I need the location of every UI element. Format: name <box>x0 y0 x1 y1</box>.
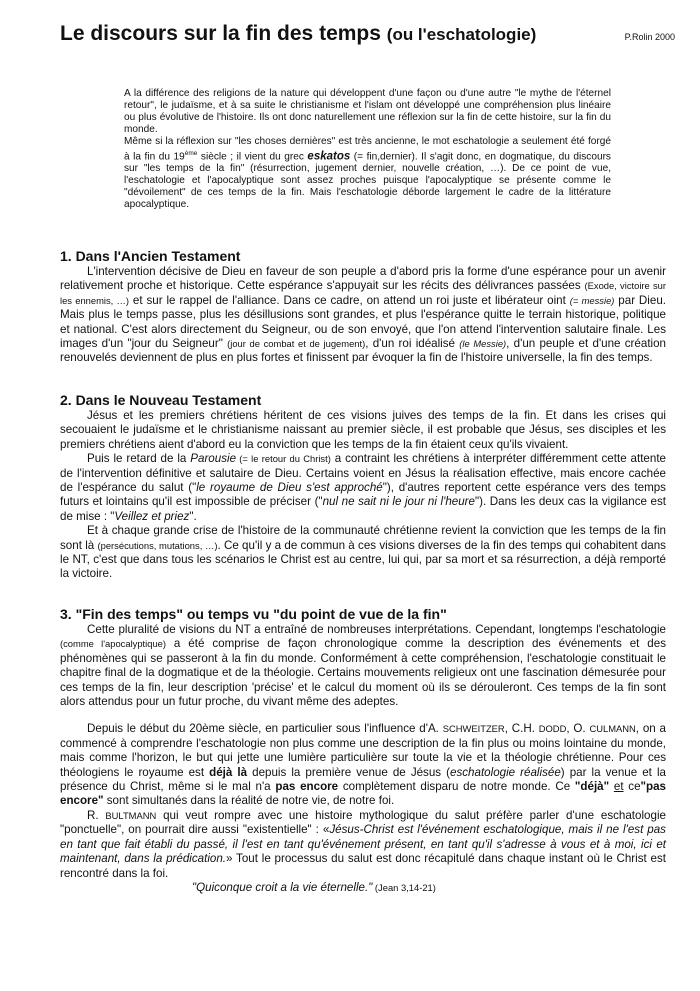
text-span: ce <box>623 780 641 794</box>
text-span: » Tout le processus du salut est donc récapitulé dans chaque instant où le Christ est rencontré dans la foi. <box>60 852 666 880</box>
text-span: a contraint les chrétiens à interpréter différemment cette attente de l'intervention définitive et salutaire de Dieu. Certains voient en Jésus la réalisation effective, mais encore cachée de l'espérance du salut (" <box>60 452 666 495</box>
author-credit: P.Rolin 2000 <box>624 32 675 42</box>
page-subtitle: (ou l'eschatologie) <box>386 25 537 44</box>
underlined-word: et <box>613 780 624 794</box>
greek-term: eskatos <box>307 150 351 163</box>
quotation: nul ne sait ni le jour ni l'heure <box>322 495 475 509</box>
text-span: et sur le rappel de l'alliance. Dans ce cadre, on attend un roi juste et libérateur oint <box>129 293 570 307</box>
text-span: par Dieu. Mais plus le temps passe, plus les désillusions sont grandes, et plus l'espérance quitte le terrain historique, politique et national. C'est alors directement du Seigneur, ou de son envoyé, que l'on attend l'intervention salutaire finale. Les images d'un "jour du Seigneur" <box>60 293 667 351</box>
aside-text: (= messie) <box>569 294 615 306</box>
text-span: siècle ; il vient du grec <box>197 151 308 163</box>
author-name: SCHWEITZER <box>442 723 505 735</box>
quotation: Veillez et priez <box>114 509 190 523</box>
text-span: depuis la première venue de Jésus ( <box>247 765 451 779</box>
aside-text: (persécutions, mutations, …) <box>97 539 218 551</box>
section-end-of-times <box>60 605 666 895</box>
term: Parousie <box>190 452 237 466</box>
text-span: Depuis le début du 20ème siècle, en particulier sous l'influence d'A. <box>87 722 443 736</box>
section-ancient-testament <box>60 247 666 366</box>
text-span: L'intervention décisive de Dieu en faveur de son peuple a d'abord pris la forme d'une espérance pour un avenir relativement proche et historique. Cette espérance s'appuyait sur les récits des délivrances passées <box>60 265 666 293</box>
quote-text: "Quiconque croit a la vie éternelle." <box>192 880 373 894</box>
section-heading: 1. Dans l'Ancien Testament <box>60 248 241 264</box>
text-span: Même si la réflexion sur "les choses dernières" est très ancienne, le mot eschatologie a seulement été forgé à la fin du 19 <box>124 136 611 163</box>
text-span: qui veut rompre avec une histoire mythologique du salut préfère parler d'une eschatologie "ponctuelle", on pourrait dire aussi "existentielle" : « <box>60 808 666 837</box>
text-span: R. <box>87 808 106 822</box>
aside-text: (comme l'apocalyptique) <box>60 638 167 650</box>
aside-text: (= le retour du Christ) <box>236 453 331 465</box>
intro-block <box>124 88 611 211</box>
section-heading: 3. "Fin des temps" ou temps vu "du point de vue de la fin" <box>60 606 447 622</box>
text-span: "), d'autres reportent cette espérance vers des temps futurs et lointains qu'il est impossible de préciser (" <box>60 481 666 509</box>
text-span: (= fin,dernier). Il s'agit donc, en dogmatique, du discours sur "les temps de la fin" (résurrection, jugement dernier, nouvelle création, …). De ce point de vue, l'eschatologie et l'apocalyptique sont assez proches puisque l'apocalyptique se présente comme le "dévoilement" de ces temps de la fin. Mais l'eschatologie déborde largement le cadre de la littérature apocalyptique. <box>124 151 611 211</box>
term: eschatologie réalisée <box>450 765 561 779</box>
text-span: "). Dans les deux cas la vigilance est de mise : " <box>60 495 667 523</box>
author-name: BULTMANN <box>105 809 157 821</box>
text-span: Puis le retard de la <box>87 452 191 466</box>
text-span: sont simultanés dans la réalité de notre vie, de notre foi. <box>103 794 395 808</box>
section-paragraph: Jésus et les premiers chrétiens héritent de ces visions juives des temps de la fin. Et dans les crises qui secouaient le judaïsme et le christianisme naissant au premier siècle, il est probable que Jésus, ses disciples et les premiers chrétiens aient d'abord eu la conviction que les temps de la fin étaient ceux qu'ils vivaient. <box>60 409 666 451</box>
emphasis: "pas encore" <box>60 780 667 808</box>
title-text: Le discours sur la fin des temps <box>60 22 381 45</box>
section-heading: 2. Dans le Nouveau Testament <box>60 392 262 408</box>
text-span: ) par la venue et la présence du Christ, même si le mal n'a <box>60 765 666 794</box>
text-span: . Ce qu'il y a de commun à ces visions diverses de la fin des temps qui cohabitent dans le NT, c'est que dans tous les scénarios le Christ est au centre, lui qui, par sa mort et sa résurrection, a déjà remporté la victoire. <box>60 538 666 581</box>
text-span: , d'un peuple et d'une création renouvelés deviennent de plus en plus fortes et finissent par évoquer la fin de l'histoire universelle, la fin des temps. <box>60 337 667 365</box>
author-name: CULMANN <box>589 723 636 735</box>
intro-paragraph-2 <box>124 136 611 211</box>
aside-text: (Exode, victoire sur les ennemis, …) <box>60 280 666 306</box>
aside-text: (jour de combat et de jugement) <box>227 338 366 350</box>
text-span: a été comprise de façon chronologique comme la description des événements et des phénomènes qui se passeront à la fin du monde. Conformément à cette compréhension, l'eschatologie constituait le chapitre final de la dogmatique et de la théologie. Certains mouvements religieux ont une fascination démesurée pour ces temps de la fin, leur description 'précise' et le calcul du moment où ils se dérouleront. Ces temps de la fin sont alors attendus pour un futur proche, du vivant même des adeptes. <box>60 637 666 709</box>
text-span: , d'un roi idéalisé <box>365 337 460 351</box>
text-span: Et à chaque grande crise de l'histoire de la communauté chrétienne revient la conviction que les temps de la fin sont là <box>60 524 666 552</box>
section-paragraph <box>60 265 666 366</box>
emphasis: déjà là <box>209 765 248 779</box>
quotation: le royaume de Dieu s'est approché <box>196 481 383 495</box>
aside-text: (le Messie) <box>459 338 507 350</box>
page-title <box>60 22 536 46</box>
closing-quote <box>60 881 666 895</box>
text-span: , O. <box>566 722 590 736</box>
text-span: ". <box>189 509 197 523</box>
author-name: DODD <box>538 723 567 735</box>
intro-paragraph-1: A la différence des religions de la nature qui développent d'une façon ou d'une autre "le mythe de l'éternel retour", le judaïsme, et à sa suite le christianisme et l'islam ont développé une compréhension plus linéaire ou plus évolutive de l'histoire. Ils ont donc naturellement une réflexion sur la fin de cette histoire, sur la fin du monde. <box>124 88 611 135</box>
section-paragraph <box>60 452 666 524</box>
text-span: complètement disparu de notre monde. Ce <box>338 780 575 794</box>
section-paragraph <box>60 524 666 582</box>
emphasis: pas encore <box>275 780 339 794</box>
text-span: , C.H. <box>504 722 539 736</box>
section-paragraph <box>60 722 666 808</box>
section-paragraph <box>60 623 666 709</box>
emphasis: "déjà" <box>574 780 610 794</box>
section-new-testament <box>60 391 666 582</box>
text-span: , on a commencé à comprendre l'eschatologie non plus comme une description de la fin plus ou moins lointaine du monde, mais comme l'horizon, le but qui jette une lumière particulière sur toute la vie et la théologie chrétienne. Pour ces théologiens le royaume est <box>60 722 666 779</box>
quotation: Jésus-Christ est l'événement eschatologique, mais il ne l'est pas en tant que fait établi du passé, il l'est en tant qu'événement présent, en tant qu'il s'adresse à vous et à moi, ici et maintenant, dans la prédication. <box>60 823 666 866</box>
section-paragraph <box>60 809 666 881</box>
text-span: Cette pluralité de visions du NT a entraîné de nombreuses interprétations. Cependant, longtemps l'eschatologie <box>87 623 666 636</box>
superscript: ème <box>184 150 198 157</box>
header <box>60 22 675 52</box>
quote-reference: (Jean 3,14-21) <box>372 881 436 893</box>
